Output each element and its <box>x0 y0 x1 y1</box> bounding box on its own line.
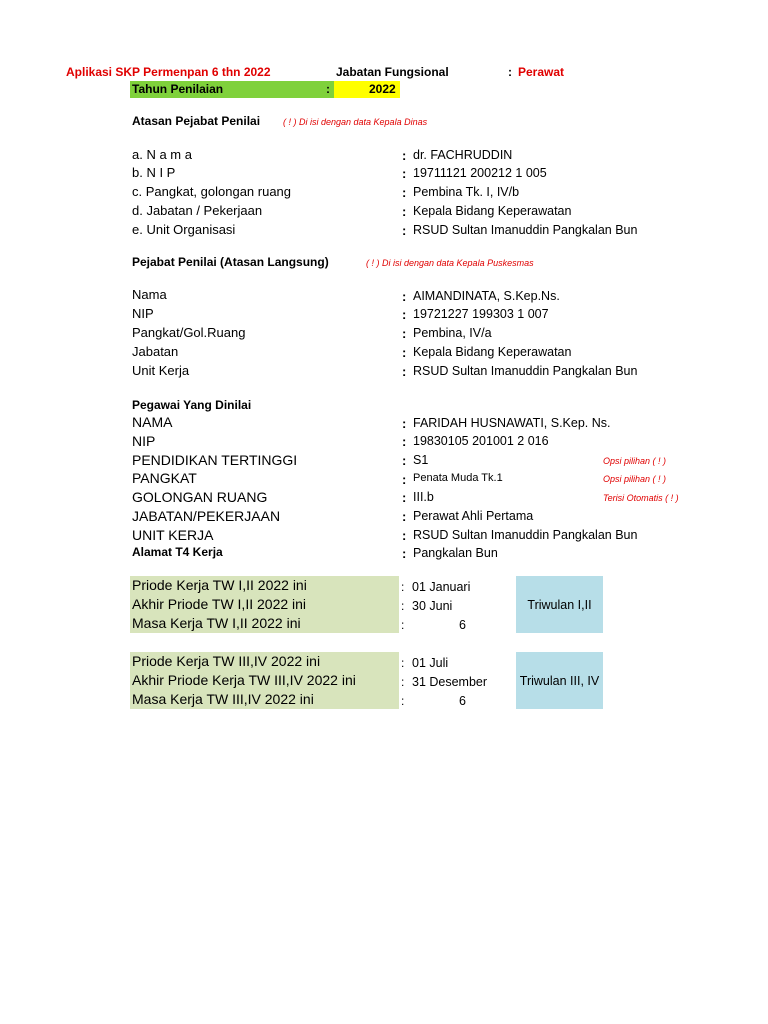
pejabat-nip-value[interactable]: 19721227 199303 1 007 <box>413 307 549 321</box>
colon: : <box>401 694 405 708</box>
pangkat-note: Opsi pilihan ( ! ) <box>603 474 667 484</box>
pejabat-note: ( ! ) Di isi dengan data Kepala Puskesmas <box>366 258 534 268</box>
colon: : <box>402 185 407 200</box>
pegawai-nip-label: NIP <box>132 433 156 449</box>
atasan-jabatan-label: d. Jabatan / Pekerjaan <box>132 203 263 218</box>
atasan-nama-value[interactable]: dr. FACHRUDDIN <box>413 148 513 162</box>
pejabat-pangkat-label: Pangkat/Gol.Ruang <box>132 325 246 340</box>
pegawai-jabatan-label: JABATAN/PEKERJAAN <box>132 508 281 524</box>
colon: : <box>402 345 407 360</box>
pejabat-jabatan-label: Jabatan <box>132 344 179 359</box>
pegawai-golongan-label: GOLONGAN RUANG <box>132 489 268 505</box>
colon: : <box>402 364 407 379</box>
atasan-title: Atasan Pejabat Penilai <box>132 114 261 128</box>
triwulan2-box: Triwulan III, IV <box>516 652 603 709</box>
tahun-colon: : <box>326 82 330 96</box>
colon: : <box>402 490 407 505</box>
colon: : <box>402 204 407 219</box>
jabatan-label: Jabatan Fungsional <box>336 65 449 79</box>
triwulan1-box: Triwulan I,II <box>516 576 603 633</box>
colon: : <box>402 453 407 468</box>
colon: : <box>401 599 405 613</box>
pejabat-pangkat-value[interactable]: Pembina, IV/a <box>413 326 492 340</box>
pegawai-nip-value[interactable]: 19830105 201001 2 016 <box>413 434 549 448</box>
atasan-pangkat-value[interactable]: Pembina Tk. I, IV/b <box>413 185 520 199</box>
jabatan-value[interactable]: Perawat <box>518 65 565 79</box>
pegawai-pendidikan-value[interactable]: S1 <box>413 453 429 467</box>
pejabat-nip-label: NIP <box>132 306 154 321</box>
periode1-awal-label: Priode Kerja TW I,II 2022 ini <box>132 577 307 593</box>
periode2-awal-label: Priode Kerja TW III,IV 2022 ini <box>132 653 321 669</box>
pejabat-jabatan-value[interactable]: Kepala Bidang Keperawatan <box>413 345 572 359</box>
colon: : <box>402 472 407 487</box>
alamat-label: Alamat T4 Kerja <box>132 545 223 559</box>
colon: : <box>402 307 407 322</box>
pegawai-title: Pegawai Yang Dinilai <box>132 398 252 412</box>
pegawai-golongan-value[interactable]: III.b <box>413 490 434 504</box>
pegawai-unit-value[interactable]: RSUD Sultan Imanuddin Pangkalan Bun <box>413 528 638 542</box>
alamat-value[interactable]: Pangkalan Bun <box>413 546 498 560</box>
pendidikan-note: Opsi pilihan ( ! ) <box>603 456 667 466</box>
periode1-akhir-value[interactable]: 30 Juni <box>412 599 453 613</box>
atasan-nama-label: a. N a m a <box>132 147 192 162</box>
pegawai-unit-label: UNIT KERJA <box>132 527 214 543</box>
colon: : <box>402 289 407 304</box>
periode2-masa-value: 6 <box>459 694 466 708</box>
pegawai-nama-value[interactable]: FARIDAH HUSNAWATI, S.Kep. Ns. <box>413 416 611 430</box>
jabatan-colon: : <box>508 65 512 79</box>
colon: : <box>402 509 407 524</box>
periode1-masa-label: Masa Kerja TW I,II 2022 ini <box>132 615 301 631</box>
periode1-masa-value: 6 <box>459 618 466 632</box>
periode2-akhir-value[interactable]: 31 Desember <box>412 675 488 689</box>
periode2-masa-label: Masa Kerja TW III,IV 2022 ini <box>132 691 314 707</box>
colon: : <box>401 580 405 594</box>
pegawai-nama-label: NAMA <box>132 414 173 430</box>
pejabat-unit-label: Unit Kerja <box>132 363 190 378</box>
colon: : <box>402 434 407 449</box>
atasan-unit-label: e. Unit Organisasi <box>132 222 236 237</box>
atasan-unit-value[interactable]: RSUD Sultan Imanuddin Pangkalan Bun <box>413 223 638 237</box>
colon: : <box>402 546 407 561</box>
atasan-nip-value[interactable]: 19711121 200212 1 005 <box>413 166 547 180</box>
tahun-label: Tahun Penilaian <box>132 82 224 96</box>
pejabat-title: Pejabat Penilai (Atasan Langsung) <box>132 255 329 269</box>
pejabat-nama-label: Nama <box>132 287 167 302</box>
atasan-note: ( ! ) Di isi dengan data Kepala Dinas <box>283 117 428 127</box>
colon: : <box>402 528 407 543</box>
app-title: Aplikasi SKP Permenpan 6 thn 2022 <box>66 65 271 79</box>
pegawai-pangkat-value[interactable]: Penata Muda Tk.1 <box>413 472 503 484</box>
colon: : <box>402 223 407 238</box>
periode2-akhir-label: Akhir Priode Kerja TW III,IV 2022 ini <box>132 672 356 688</box>
periode2-awal-value[interactable]: 01 Juli <box>412 656 449 670</box>
pejabat-unit-value[interactable]: RSUD Sultan Imanuddin Pangkalan Bun <box>413 364 638 378</box>
periode1-awal-value[interactable]: 01 Januari <box>412 580 471 594</box>
pegawai-pendidikan-label: PENDIDIKAN TERTINGGI <box>132 452 298 468</box>
colon: : <box>402 416 407 431</box>
tahun-value[interactable]: 2022 <box>369 82 396 96</box>
atasan-jabatan-value[interactable]: Kepala Bidang Keperawatan <box>413 204 572 218</box>
pejabat-nama-value[interactable]: AIMANDINATA, S.Kep.Ns. <box>413 289 560 303</box>
golongan-note: Terisi Otomatis ( ! ) <box>603 493 679 503</box>
pegawai-pangkat-label: PANGKAT <box>132 470 197 486</box>
atasan-nip-label: b. N I P <box>132 165 176 180</box>
colon: : <box>402 166 407 181</box>
atasan-pangkat-label: c. Pangkat, golongan ruang <box>132 184 292 199</box>
pegawai-jabatan-value[interactable]: Perawat Ahli Pertama <box>413 509 534 523</box>
colon: : <box>402 148 407 163</box>
colon: : <box>401 675 405 689</box>
colon: : <box>401 656 405 670</box>
colon: : <box>402 326 407 341</box>
periode1-akhir-label: Akhir Priode TW I,II 2022 ini <box>132 596 307 612</box>
colon: : <box>401 618 405 632</box>
